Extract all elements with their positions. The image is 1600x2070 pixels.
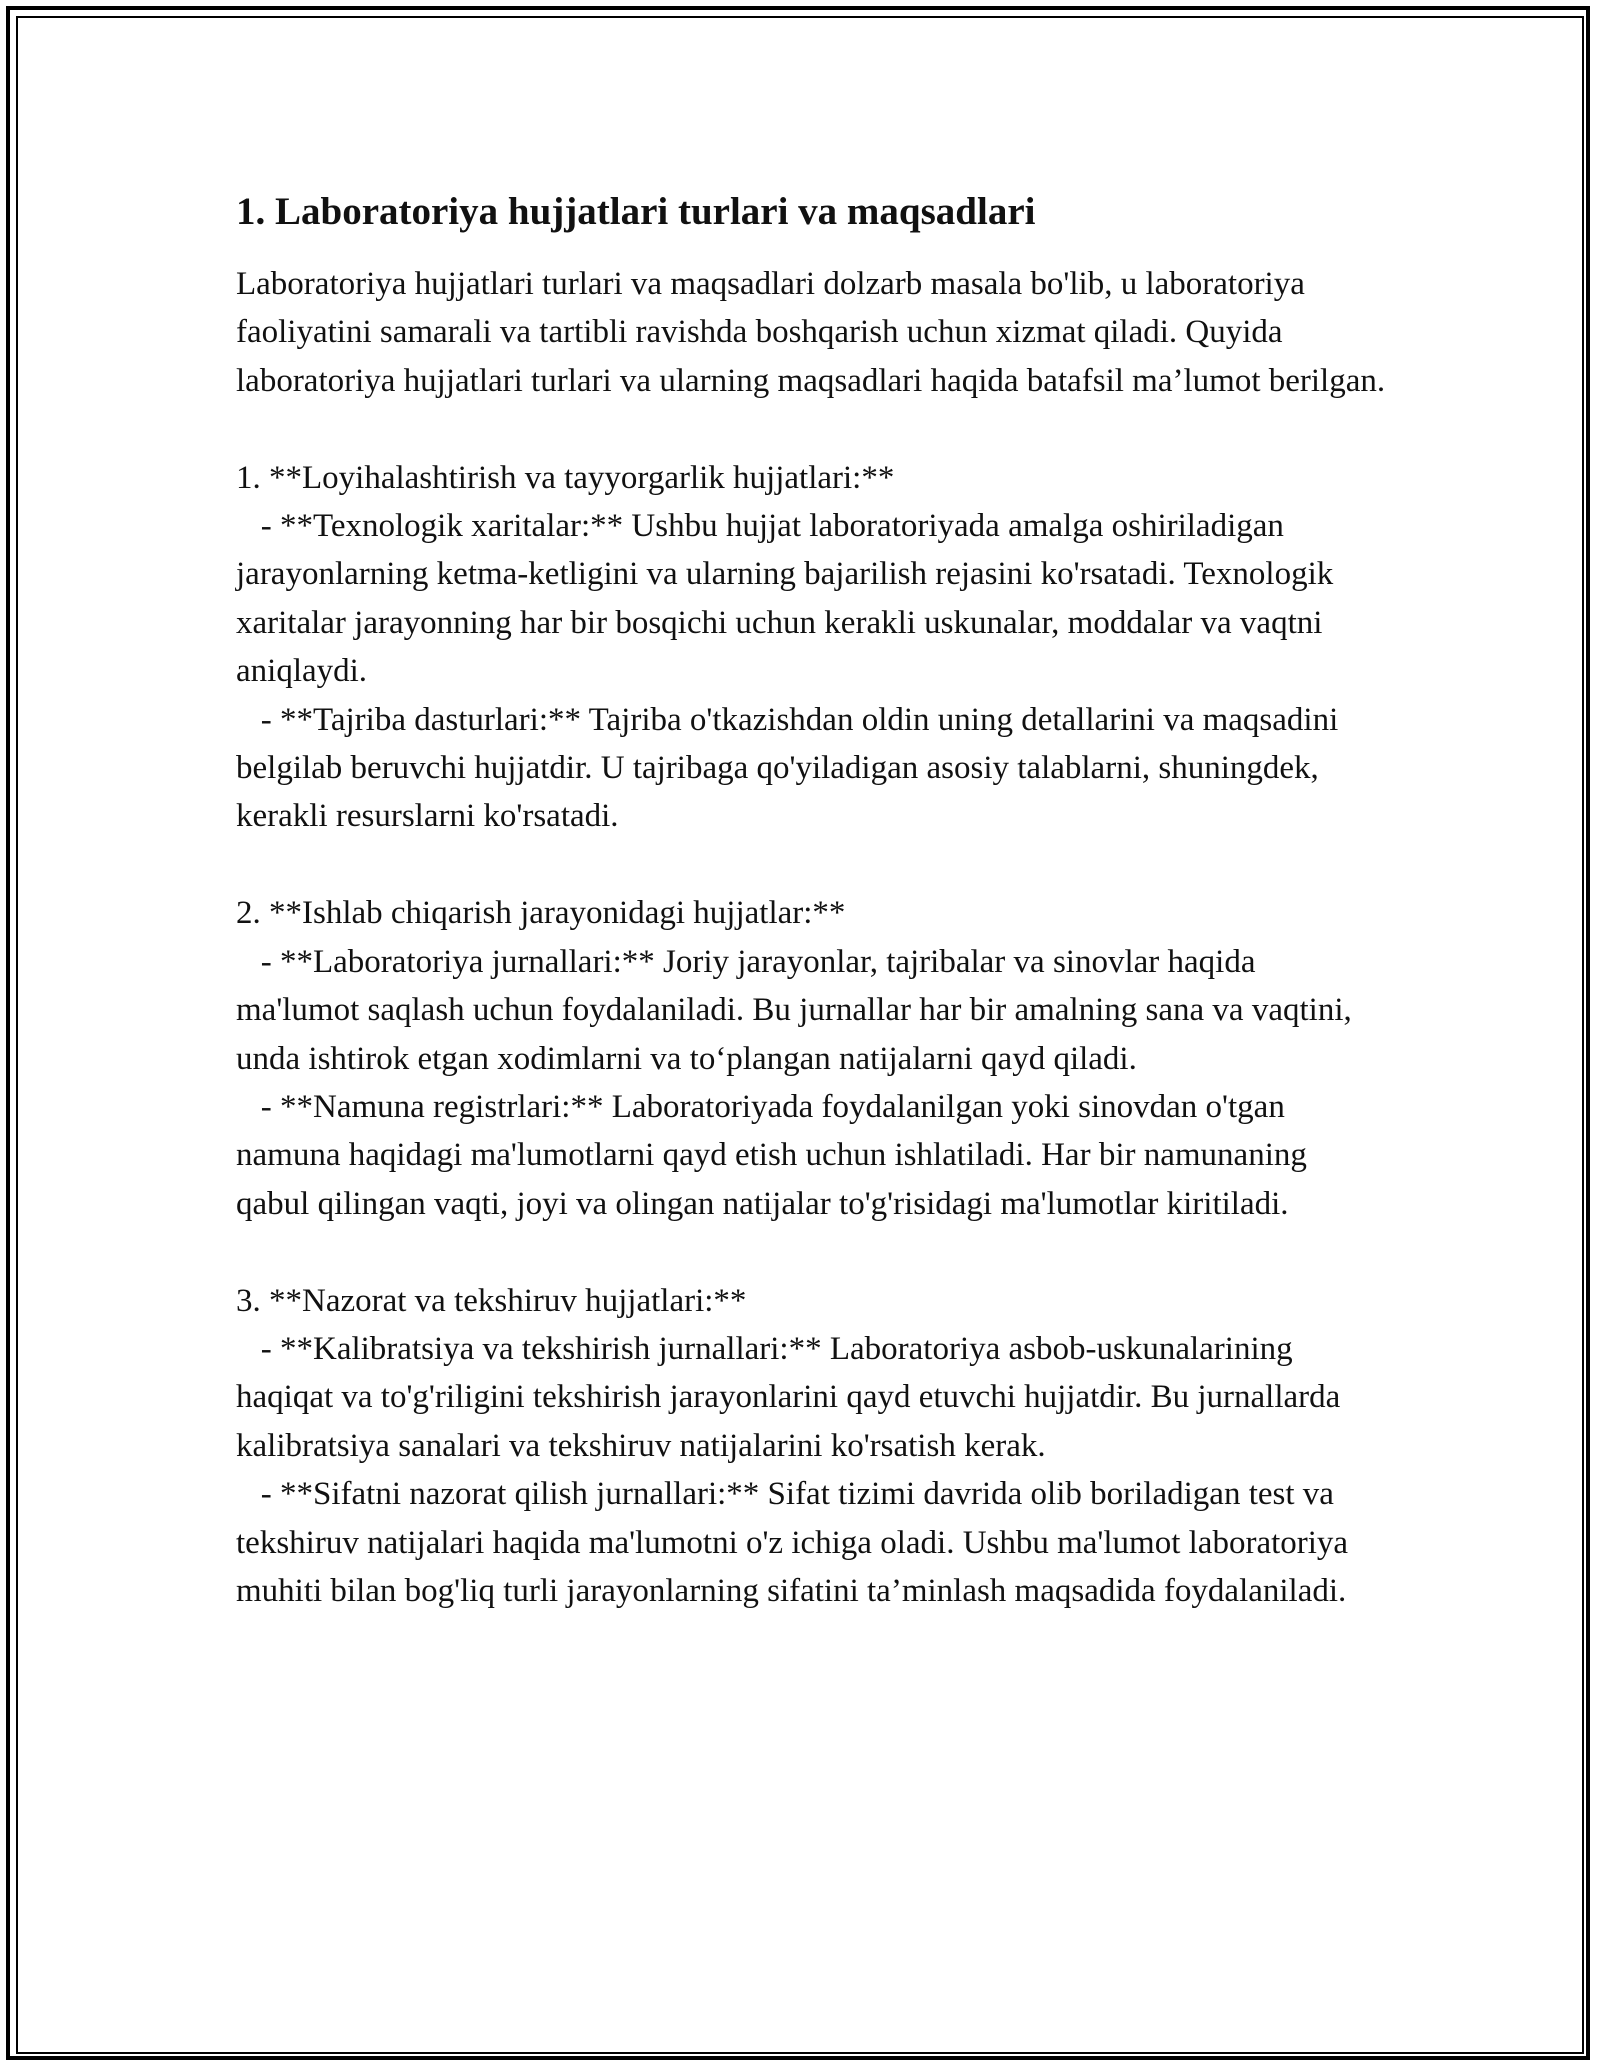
document-body: Laboratoriya hujjatlari turlari va maqsadlari dolzarb masala bo'lib, u laboratoriya faoliyatini samarali va tartibli ravishda boshqarish uchun xizmat qiladi. Quyida laboratoriya hujjatlari turlari va ularning maqsadlari haqida batafsil ma’lumot berilgan. 1. **Loyihalashtirish va tayyorgarlik hujjatlari:** - **Texnologik xaritalar:** Ushbu hujjat laboratoriyada amalga oshiriladigan jarayonlarning ketma-ketligini va ularning bajarilish rejasini ko'rsatadi. Texnologik xaritalar jarayonning har bir bosqichi uchun kerakli uskunalar, moddalar va vaqtni aniqlaydi. - **Tajriba dasturlari:** Tajriba o'tkazishdan oldin uning detallarini va maqsadini belgilab beruvchi hujjatdir. U tajribaga qo'yiladigan asosiy talablarni, shuningdek, kerakli resurslarni ko'rsatadi. 2. **Ishlab chiqarish jarayonidagi hujjatlar:** - **Laboratoriya jurnallari:** Joriy jarayonlar, tajribalar va sinovlar haqida ma'lumot saqlash uchun foydalaniladi. Bu jurnallar har bir amalning sana va vaqtini, unda ishtirok etgan xodimlarni va to‘plangan natijalarni qayd qiladi. - **Namuna registrlari:** Laboratoriyada foydalanilgan yoki sinovdan o'tgan namuna haqidagi ma'lumotlarni qayd etish uchun ishlatiladi. Har bir namunaning qabul qilingan vaqti, joyi va olingan natijalar to'g'risidagi ma'lumotlar kiritiladi. 3. **Nazorat va tekshiruv hujjatlari:** - **Kalibratsiya va tekshirish jurnallari:** Laboratoriya asbob-uskunalarining haqiqat va to'g'riligini tekshirish jarayonlarini qayd etuvchi hujjatdir. Bu jurnallarda kalibratsiya sanalari va tekshiruv natijalarini ko'rsatish kerak. - **Sifatni nazorat qilish jurnallari:** Sifat tizimi davrida olib boriladigan test va tekshiruv natijalari haqida ma'lumotni o'z ichiga oladi. Ushbu ma'lumot laboratoriya muhiti bilan bog'liq turli jarayonlarning sifatini ta’minlash maqsadida foydalaniladi. bbox=[236, 266, 1386, 1609]
document-content bbox=[236, 188, 1386, 1615]
document-title: 1. Laboratoriya hujjatlari turlari va maqsadlari bbox=[236, 190, 1036, 233]
